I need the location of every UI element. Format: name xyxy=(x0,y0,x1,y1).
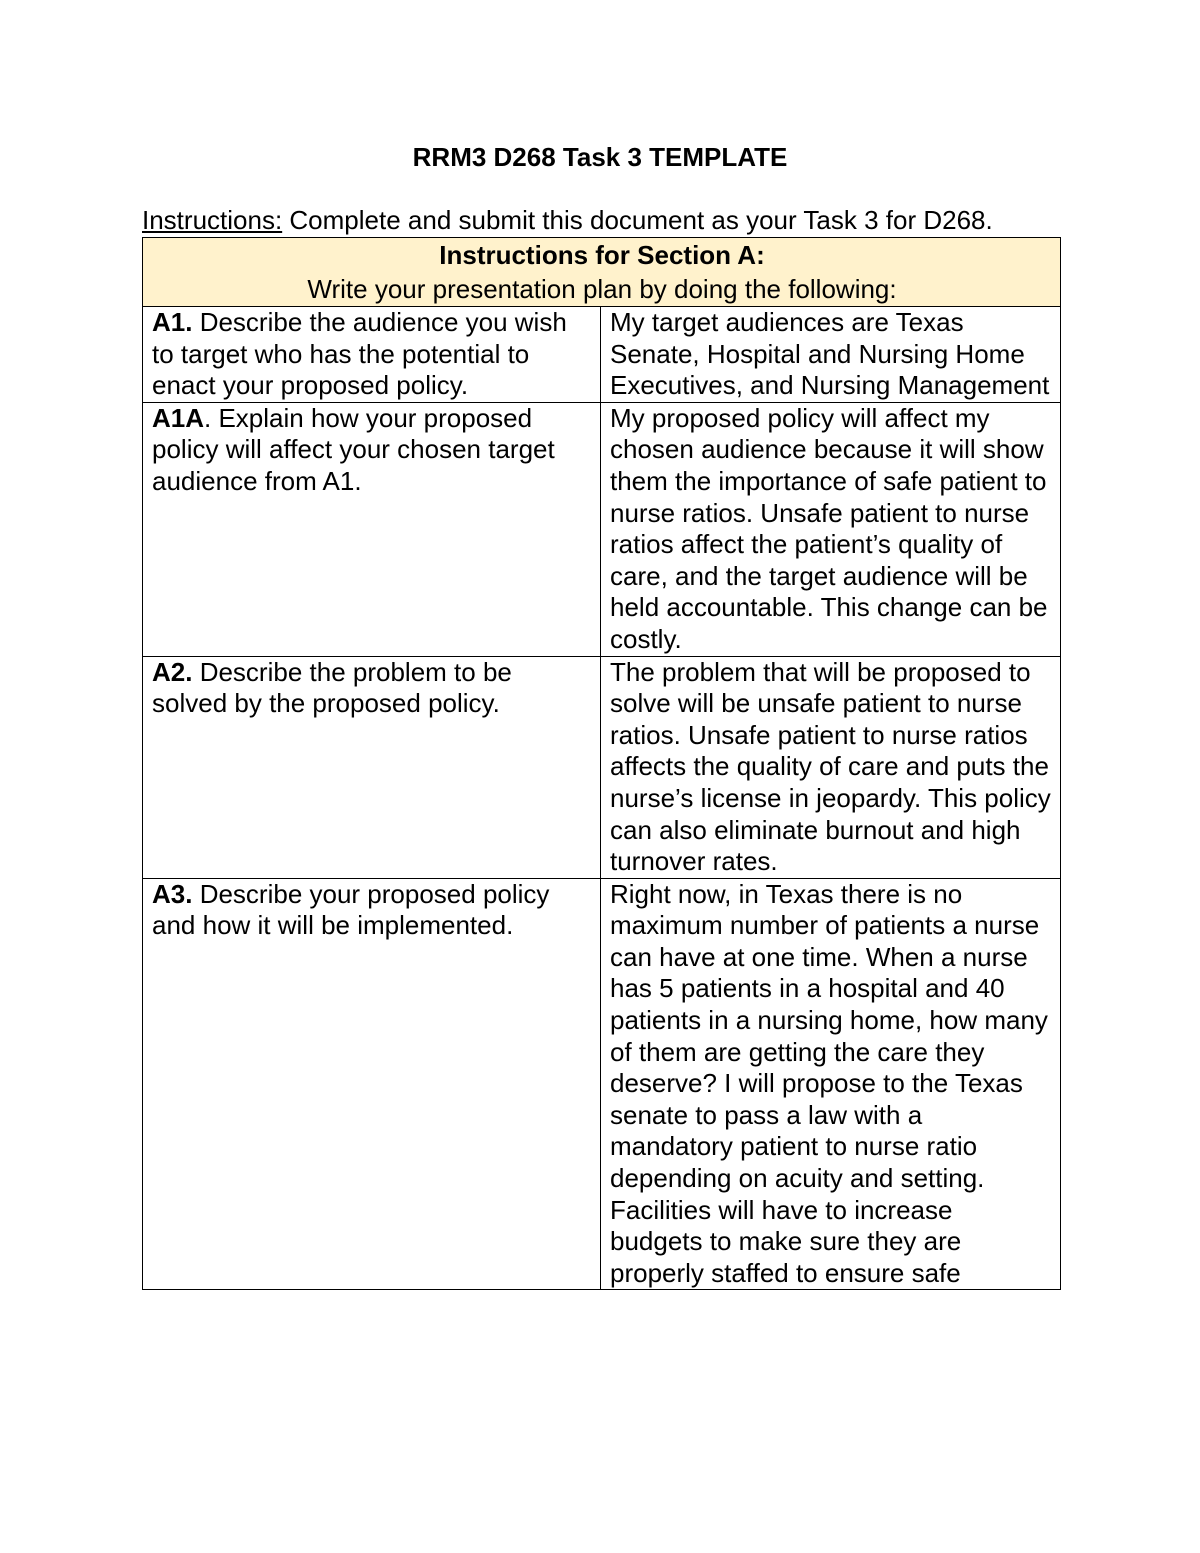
table-row xyxy=(143,307,1061,403)
instructions-line xyxy=(142,204,993,236)
prompt-cell xyxy=(143,402,601,656)
response-text: Right now, in Texas there is no maximum number of patients a nurse can have at one time. When a nurse has 5 patients in a hospital and 40 patients in a nursing home, how many of them are getting the care they deserve? I will propose to the Texas senate to pass a law with a mandatory patient to nurse ratio depending on acuity and setting. Facilities will have to increase budgets to make sure they are properly staffed to ensure safe xyxy=(610,878,1048,1288)
response-text-clipped xyxy=(610,879,1052,1289)
table-row xyxy=(143,656,1061,878)
prompt-text: . Explain how your proposed policy will affect your chosen target audience from A1. xyxy=(152,402,555,496)
response-text: My target audiences are Texas Senate, Hospital and Nursing Home Executives, and Nursing Management xyxy=(610,307,1050,401)
response-cell xyxy=(601,878,1061,1289)
prompt-text: Describe your proposed policy and how it will be implemented. xyxy=(152,878,550,941)
prompt-cell xyxy=(143,656,601,878)
response-cell xyxy=(601,307,1061,403)
prompt-text: Describe the audience you wish to target who has the potential to enact your proposed policy. xyxy=(152,307,567,401)
table-row xyxy=(143,878,1061,1289)
section-a-table xyxy=(142,237,1061,1290)
item-code: A1. xyxy=(152,307,193,337)
page-title: RRM3 D268 Task 3 TEMPLATE xyxy=(412,142,788,172)
section-header-cell xyxy=(143,238,1061,307)
prompt-text: Describe the problem to be solved by the proposed policy. xyxy=(152,656,512,719)
response-cell xyxy=(601,656,1061,878)
instructions-text: Complete and submit this document as your Task 3 for D268. xyxy=(282,205,993,235)
item-code: A1A xyxy=(152,402,205,433)
section-subtitle: Write your presentation plan by doing the following: xyxy=(307,274,897,304)
response-text: My proposed policy will affect my chosen audience because it will show them the importance of safe patient to nurse ratios. Unsafe patient to nurse ratios affect the patient’s quality of care, and the target audience will be held accountable. This change can be costly. xyxy=(610,402,1048,654)
item-code: A3. xyxy=(152,878,193,909)
item-code: A2. xyxy=(152,656,193,687)
table-row xyxy=(143,402,1061,656)
section-header-row xyxy=(143,238,1061,307)
instructions-label: Instructions: xyxy=(142,205,283,235)
response-cell xyxy=(601,402,1061,656)
prompt-cell xyxy=(143,307,601,403)
response-text: The problem that will be proposed to solve will be unsafe patient to nurse ratios. Unsafe patient to nurse ratios affects the quality of care and puts the nurse’s license in jeopardy. This policy can also eliminate burnout and high turnover rates. xyxy=(610,656,1051,877)
prompt-cell xyxy=(143,878,601,1289)
section-title: Instructions for Section A: xyxy=(439,240,765,270)
